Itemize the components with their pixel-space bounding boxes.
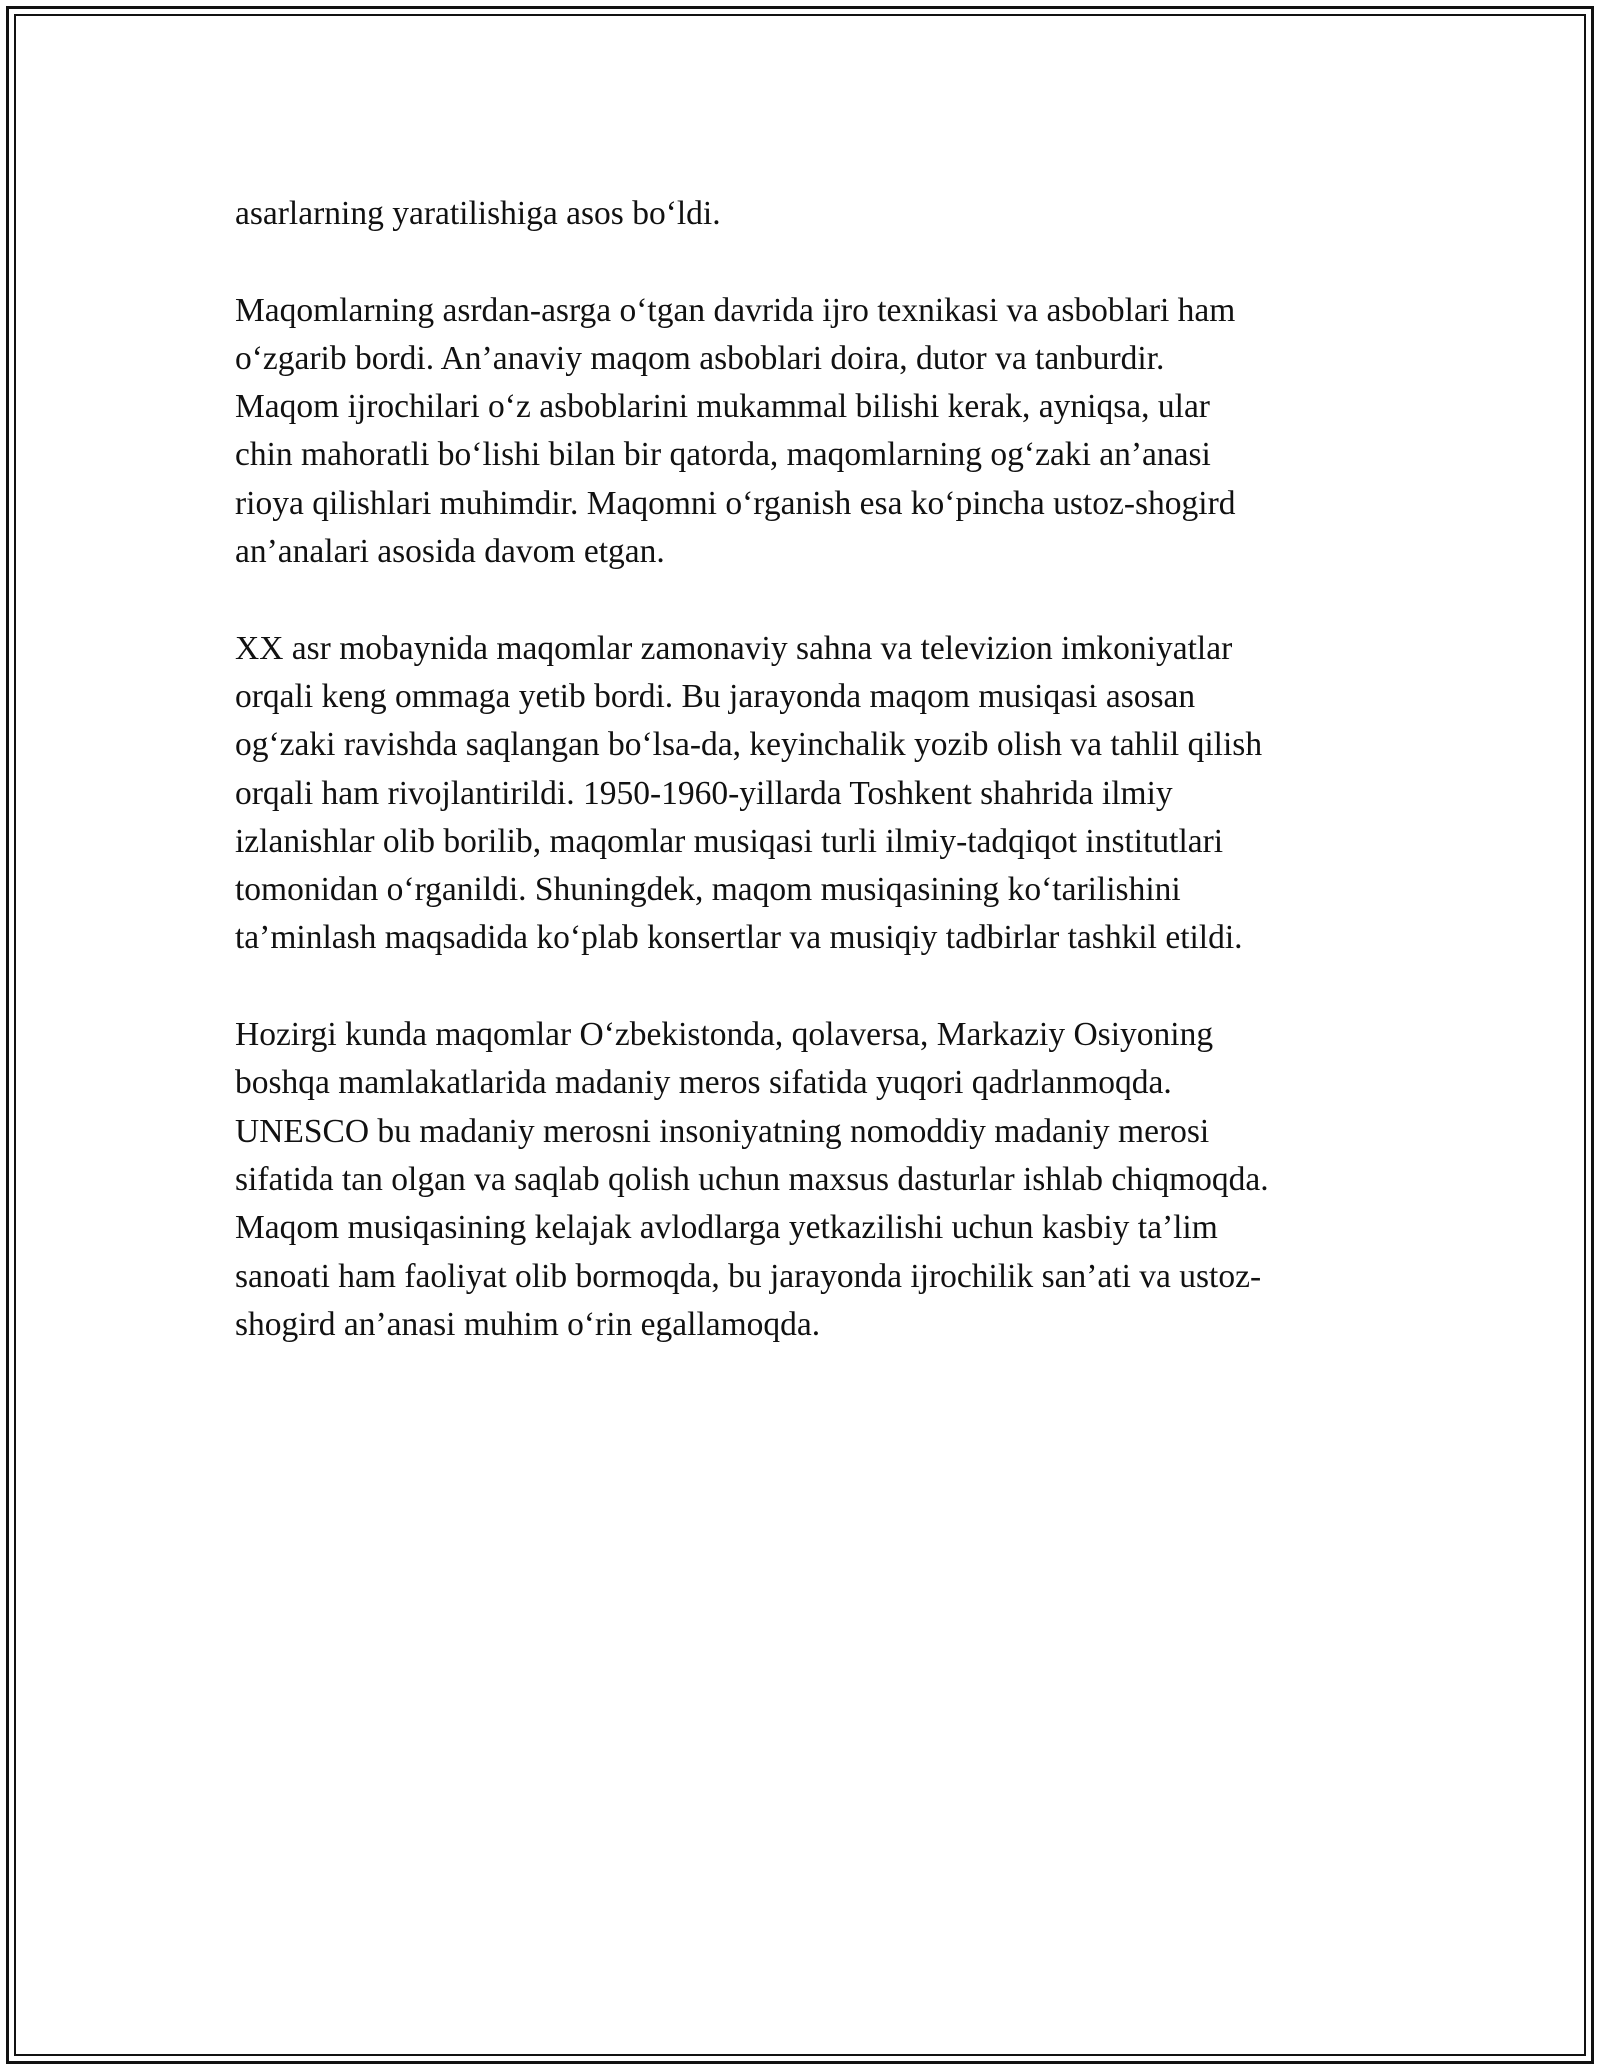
text-line: ta’minlash maqsadida ko‘plab konsertlar va musiqiy tadbirlar tashkil etildi.: [235, 919, 1243, 957]
text-line: og‘zaki ravishda saqlangan bo‘lsa-da, keyinchalik yozib olish va tahlil qilish: [235, 726, 1263, 764]
text-line: UNESCO bu madaniy merosni insoniyatning nomoddiy madaniy merosi: [235, 1112, 1210, 1150]
text-line: asarlarning yaratilishiga asos bo‘ldi.: [235, 195, 721, 232]
text-line: tomonidan o‘rganildi. Shuningdek, maqom musiqasining ko‘tarilishini: [235, 871, 1181, 909]
text-line: Maqom musiqasining kelajak avlodlarga yetkazilishi uchun kasbiy ta’lim: [235, 1209, 1218, 1247]
text-line: rioya qilishlari muhimdir. Maqomni o‘rganish esa ko‘pincha ustoz-shogird: [235, 484, 1236, 522]
text-line: XX asr mobaynida maqomlar zamonaviy sahna va televizion imkoniyatlar: [235, 629, 1233, 667]
text-line: an’analari asosida davom etgan.: [235, 533, 665, 571]
text-line: Maqom ijrochilari o‘z asboblarini mukammal bilishi kerak, ayniqsa, ular: [235, 388, 1210, 426]
text-line: Hozirgi kunda maqomlar O‘zbekistonda, qolaversa, Markaziy Osiyoning: [235, 1016, 1214, 1054]
text-line: chin mahoratli bo‘lishi bilan bir qatorda, maqomlarning og‘zaki an’anasi: [235, 436, 1211, 474]
text-line: orqali ham rivojlantirildi. 1950-1960-yillarda Toshkent shahrida ilmiy: [235, 774, 1173, 812]
paragraph-3: [235, 625, 1385, 963]
document-body: [235, 190, 1385, 1397]
text-line: sanoati ham faoliyat olib bormoqda, bu jarayonda ijrochilik san’ati va ustoz-: [235, 1257, 1262, 1295]
text-line: boshqa mamlakatlarida madaniy meros sifatida yuqori qadrlanmoqda.: [235, 1064, 1172, 1102]
text-line: orqali keng ommaga yetib bordi. Bu jarayonda maqom musiqasi asosan: [235, 677, 1196, 715]
text-line: o‘zgarib bordi. An’anaviy maqom asboblari doira, dutor va tanburdir.: [235, 339, 1165, 377]
paragraph-4: [235, 1011, 1385, 1349]
paragraph-2: [235, 287, 1385, 577]
text-line: Maqomlarning asrdan-asrga o‘tgan davrida ijro texnikasi va asboblari ham: [235, 291, 1236, 329]
text-line: shogird an’anasi muhim o‘rin egallamoqda.: [235, 1305, 821, 1343]
text-line: sifatida tan olgan va saqlab qolish uchun maxsus dasturlar ishlab chiqmoqda.: [235, 1160, 1269, 1198]
paragraph-1: [235, 190, 1385, 238]
text-line: izlanishlar olib borilib, maqomlar musiqasi turli ilmiy-tadqiqot institutlari: [235, 822, 1224, 860]
